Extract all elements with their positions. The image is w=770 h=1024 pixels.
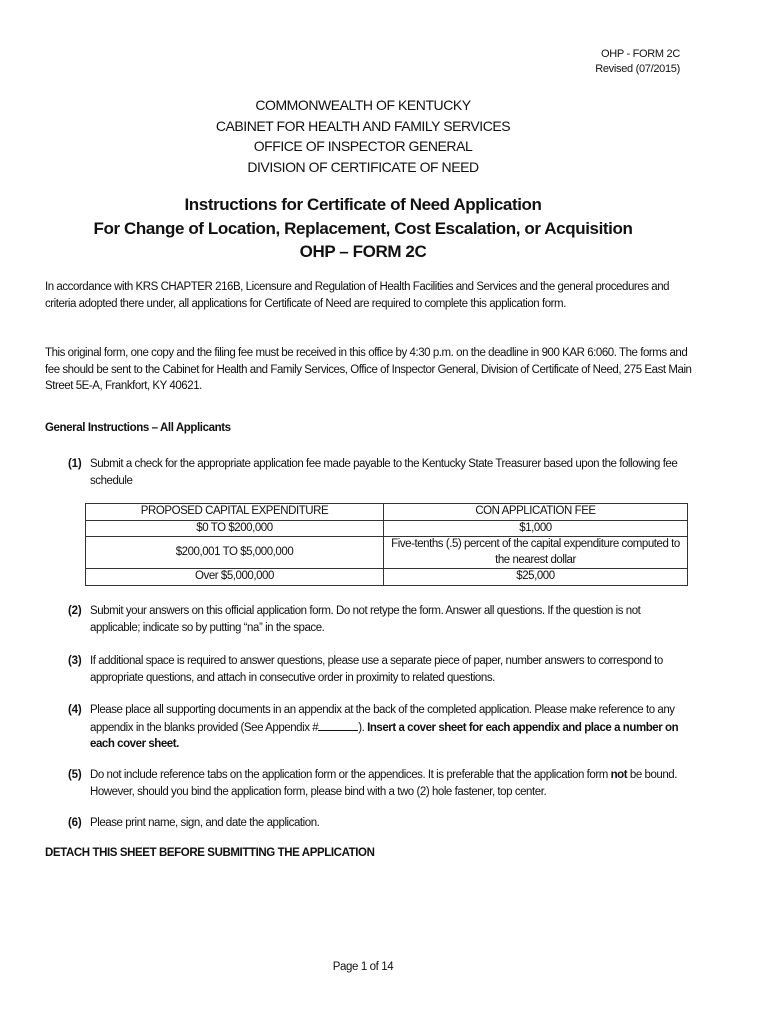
item-number: (1) [68,458,82,470]
intro-paragraph-2: This original form, one copy and the filing fee must be received in this office by 4:30 p.m. on the deadline in 900 KAR 6:060. The forms and fee should be sent to the Cabinet for Health and Family Services, Office of Inspector General, Division of Certificate of Need, 275 East Main Street 5E-A, Frankfort, KY 40621. [45,347,692,392]
item-text: Submit your answers on this official application form. Do not retype the form. Answer all questions. If the question is not applicable; indicate so by putting “na” in the space. [90,605,641,634]
item-text-part: Do not include reference tabs on the application form or the appendices. It is preferable that the application form [90,769,611,781]
title-line-2: For Change of Location, Replacement, Cost Escalation, or Acquisition [93,218,633,238]
table-row [86,569,688,586]
title-line-1: Instructions for Certificate of Need Application [184,195,542,214]
application-fee: $25,000 [384,569,688,586]
expenditure-range: Over $5,000,000 [86,569,384,586]
agency-line-cabinet: CABINET FOR HEALTH AND FAMILY SERVICES [215,117,511,134]
item-text: Please print name, sign, and date the application. [90,817,320,829]
item-text-part: Please place all supporting documents in an appendix at the back of the completed application. Please make reference to any appendix in the blanks provided (See Appendix # [90,704,675,734]
page-number: Page 1 of 14 [332,961,394,973]
instruction-item-2 [68,603,692,636]
detach-notice: DETACH THIS SHEET BEFORE SUBMITTING THE APPLICATION [45,847,375,859]
item-number: (6) [68,817,82,829]
table-header-row [86,504,688,521]
instruction-item-1 [68,456,692,489]
instruction-item-4 [68,702,692,753]
item-number: (2) [68,605,82,617]
general-instructions-heading: General Instructions – All Applicants [45,422,231,434]
item-text: If additional space is required to answer questions, please use a separate piece of paper, number answers to correspond to appropriate questions, and attach in consecutive order in proximity to related questions. [90,655,663,684]
item-number: (3) [68,655,82,667]
instruction-item-5 [68,767,692,800]
item-emphasis: Insert a cover sheet for each appendix and place a number on each cover sheet. [90,721,679,750]
agency-line-office: OFFICE OF INSPECTOR GENERAL [253,138,473,154]
item-emphasis: not [610,769,628,781]
agency-line-division: DIVISION OF CERTIFICATE OF NEED [247,158,479,175]
expenditure-range: $200,001 TO $5,000,000 [86,537,384,569]
expenditure-range: $0 TO $200,000 [86,520,384,537]
document-title [0,193,726,264]
fee-schedule-table [85,503,688,586]
revision-date: Revised (07/2015) [595,63,680,75]
item-text-part: be bound. However, should you bind the application form, please bind with a two (2) hole fastener, top center. [90,769,677,798]
intro-paragraph-1: In accordance with KRS CHAPTER 216B, Licensure and Regulation of Health Facilities and Services and the general procedures and criteria adopted there under, all applications for Certificate of Need are required to complete this application form. [45,281,670,310]
application-fee: $1,000 [384,520,688,537]
item-text [90,702,692,753]
appendix-number-blank [318,719,358,731]
item-text: Submit a check for the appropriate application fee made payable to the Kentucky State Treasurer based upon the following fee schedule [90,458,678,487]
application-fee: Five-tenths (.5) percent of the capital expenditure computed to the nearest dollar [384,537,688,569]
instruction-item-6 [68,815,692,832]
title-line-3: OHP – FORM 2C [299,242,427,261]
header-application-fee: CON APPLICATION FEE [384,504,688,521]
agency-line-commonwealth: COMMONWEALTH OF KENTUCKY [255,97,471,113]
item-number: (5) [68,769,82,781]
item-text [90,767,692,800]
item-number: (4) [68,704,82,716]
agency-heading [0,95,726,177]
instruction-item-3 [68,653,692,686]
item-text-part: ). [358,721,368,734]
form-identifier [595,47,680,77]
form-number: OHP - FORM 2C [600,48,680,60]
table-row [86,520,688,537]
header-capital-expenditure: PROPOSED CAPITAL EXPENDITURE [86,504,384,521]
table-row [86,537,688,569]
